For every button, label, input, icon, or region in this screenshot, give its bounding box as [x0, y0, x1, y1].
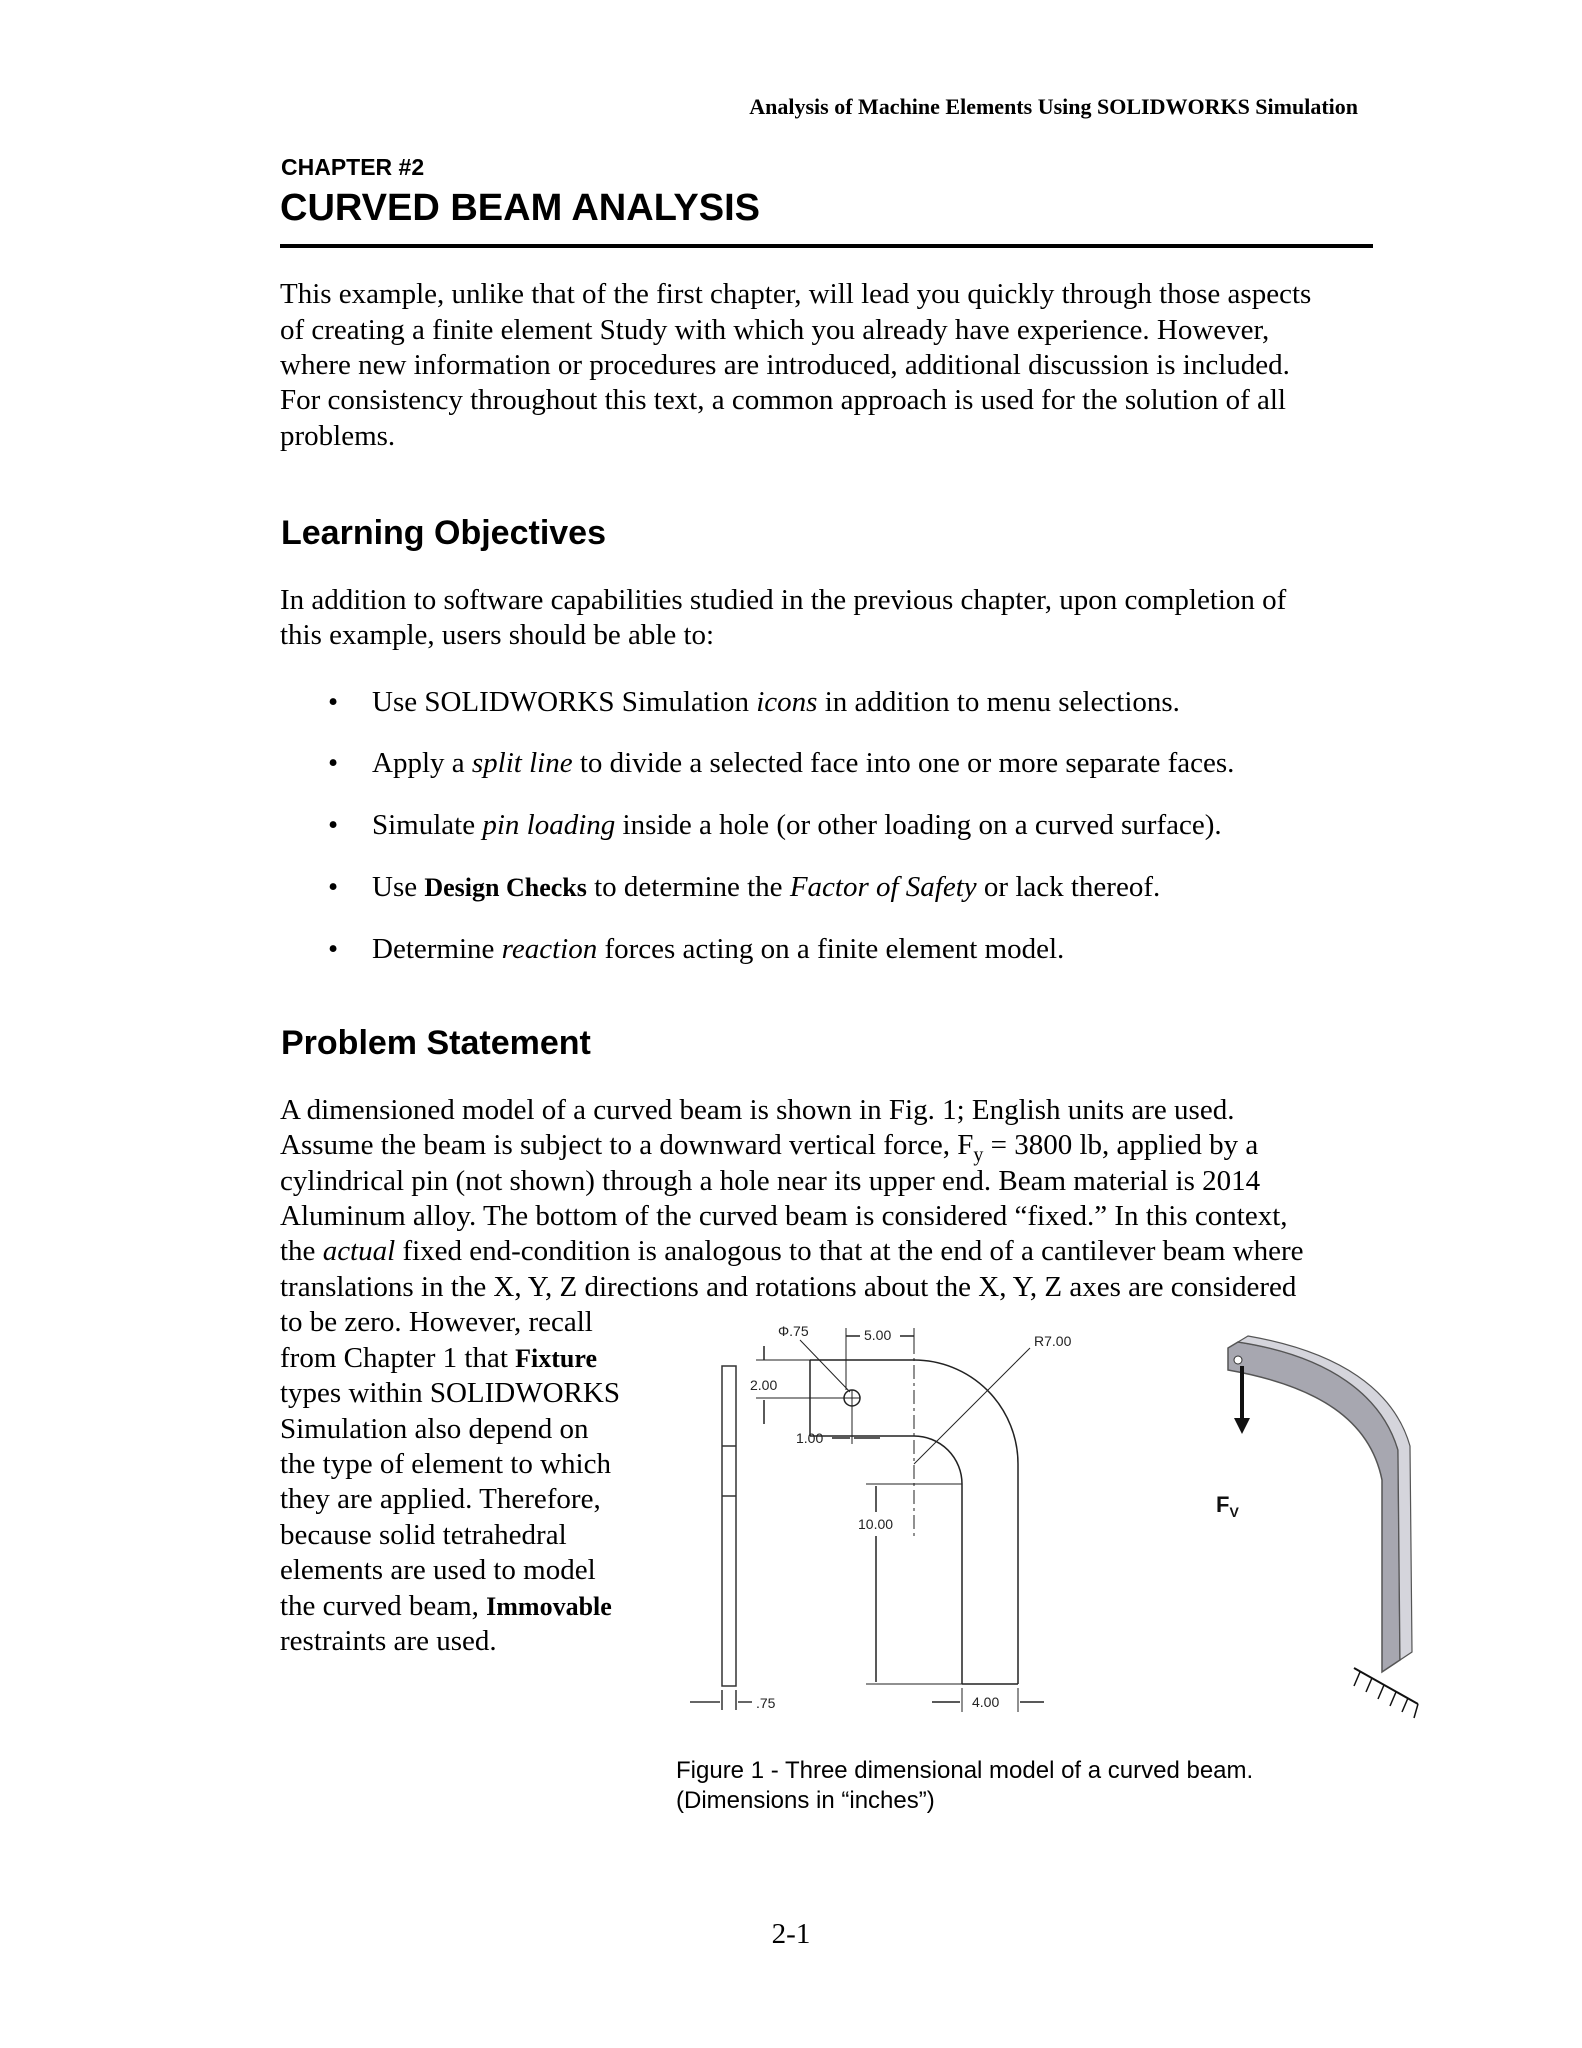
item-text: forces acting on a finite element model.: [597, 933, 1065, 965]
hole-leader: [800, 1340, 850, 1392]
ground-hatch: [1378, 1685, 1384, 1699]
problem-line: [280, 1588, 612, 1625]
hole-height-dim: 2.00: [750, 1377, 778, 1393]
item-emphasis: icons: [756, 686, 818, 718]
problem-emphasis: actual: [322, 1235, 396, 1267]
ground-hatch: [1390, 1692, 1396, 1706]
problem-line: elements are used to model: [280, 1554, 596, 1586]
problem-line: types within SOLIDWORKS: [280, 1377, 620, 1409]
learning-objectives-heading: Learning Objectives: [281, 514, 606, 552]
item-text: Apply a: [372, 747, 472, 779]
running-header: Analysis of Machine Elements Using SOLIDWORKS Simulation: [749, 94, 1358, 119]
isometric-view: [1228, 1336, 1418, 1718]
problem-line: restraints are used.: [280, 1625, 497, 1657]
problem-text: the curved beam,: [280, 1590, 487, 1622]
objectives-lead-line: this example, users should be able to:: [280, 619, 715, 651]
top-width-dim: 5.00: [864, 1327, 892, 1343]
problem-line: the type of element to which: [280, 1448, 611, 1480]
problem-text: Assume the beam is subject to a downward vertical force, F: [280, 1129, 974, 1161]
problem-text: the: [280, 1235, 323, 1267]
radius-leader: [1016, 1348, 1030, 1362]
front-view: [756, 1328, 1044, 1712]
problem-line: they are applied. Therefore,: [280, 1483, 601, 1515]
problem-line: translations in the X, Y, Z directions and rotations about the X, Y, Z axes are considered: [280, 1271, 1297, 1303]
chapter-title: CURVED BEAM ANALYSIS: [280, 187, 761, 229]
problem-text: from Chapter 1 that: [280, 1342, 516, 1374]
bullet: •: [328, 809, 339, 841]
problem-line: Simulation also depend on: [280, 1413, 589, 1445]
item-text: Use SOLIDWORKS Simulation: [372, 686, 757, 718]
caption-line: (Dimensions in “inches”): [676, 1787, 935, 1814]
pin-hole-3d: [1234, 1356, 1242, 1364]
item-emphasis: reaction: [501, 933, 598, 965]
bullet: •: [328, 747, 339, 779]
ground-hatch: [1366, 1678, 1372, 1692]
side-view-outline: [722, 1366, 736, 1686]
page-number: 2-1: [771, 1918, 811, 1950]
ground-hatch: [1402, 1698, 1408, 1712]
objectives-lead-line: In addition to software capabilities studied in the previous chapter, upon completion of: [280, 584, 1287, 616]
chapter-label: CHAPTER #2: [281, 154, 425, 180]
problem-text: = 3800 lb, applied by a: [983, 1129, 1259, 1161]
bullet: •: [328, 933, 339, 965]
item-emphasis: Factor of Safety: [789, 871, 977, 903]
problem-line: A dimensioned model of a curved beam is shown in Fig. 1; English units are used.: [280, 1094, 1235, 1126]
item-text: in addition to menu selections.: [817, 686, 1180, 718]
force-label: $F_V$: [1216, 1492, 1239, 1520]
intro-line: This example, unlike that of the first chapter, will lead you quickly through those aspects: [280, 278, 1312, 310]
item-text: Simulate: [372, 809, 483, 841]
intro-line: problems.: [280, 420, 396, 452]
problem-statement-heading: Problem Statement: [281, 1024, 591, 1062]
bullet: •: [328, 686, 339, 718]
item-text: Determine: [372, 933, 502, 965]
ground-hatch: [1354, 1672, 1360, 1686]
curved-beam-drawing: [670, 1300, 1430, 1740]
problem-strong: Fixture: [515, 1344, 598, 1373]
force-subscript: y: [973, 1143, 984, 1166]
item-emphasis: split line: [471, 747, 573, 779]
outer-radius-dim: R7.00: [1034, 1333, 1072, 1349]
problem-line: cylindrical pin (not shown) through a hole near its upper end. Beam material is 2014: [280, 1165, 1261, 1197]
figure-caption: [676, 1756, 1253, 1816]
intro-line: For consistency throughout this text, a common approach is used for the solution of all: [280, 384, 1286, 416]
radius-leader: [914, 1362, 1016, 1464]
item-strong: Design Checks: [424, 873, 587, 902]
figure-1: [670, 1300, 1430, 1740]
problem-line: [280, 1233, 1304, 1269]
intro-line: of creating a finite element Study with which you already have experience. However,: [280, 314, 1270, 346]
problem-line: to be zero. However, recall: [280, 1306, 593, 1338]
ground-hatch: [1414, 1704, 1418, 1718]
hole-offset-dim: 1.00: [796, 1430, 824, 1446]
problem-strong: Immovable: [486, 1592, 612, 1621]
hole-diameter-dim: Φ.75: [778, 1323, 809, 1339]
force-arrow-head: [1234, 1418, 1250, 1434]
item-text: Use: [372, 871, 425, 903]
leg-width-dim: 4.00: [972, 1694, 1000, 1710]
caption-line: Figure 1 - Three dimensional model of a curved beam.: [676, 1757, 1254, 1784]
bullet: •: [328, 871, 339, 903]
inner-edge: [810, 1436, 962, 1684]
problem-line: Aluminum alloy. The bottom of the curved beam is considered “fixed.” In this context,: [280, 1200, 1288, 1232]
problem-line: because solid tetrahedral: [280, 1519, 567, 1551]
item-text: to divide a selected face into one or more separate faces.: [572, 747, 1235, 779]
leg-height-dim: 10.00: [858, 1516, 894, 1532]
item-text: or lack thereof.: [976, 871, 1161, 903]
side-view: [690, 1366, 752, 1710]
problem-line: [280, 1340, 597, 1377]
problem-text: fixed end-condition is analogous to that at the end of a cantilever beam where: [395, 1235, 1304, 1267]
item-text: to determine the: [586, 871, 790, 903]
item-text: inside a hole (or other loading on a curved surface).: [615, 809, 1222, 841]
title-rule: [280, 244, 1373, 248]
item-emphasis: pin loading: [482, 809, 616, 841]
intro-line: where new information or procedures are introduced, additional discussion is included.: [280, 349, 1290, 381]
thickness-dim: .75: [756, 1695, 776, 1711]
